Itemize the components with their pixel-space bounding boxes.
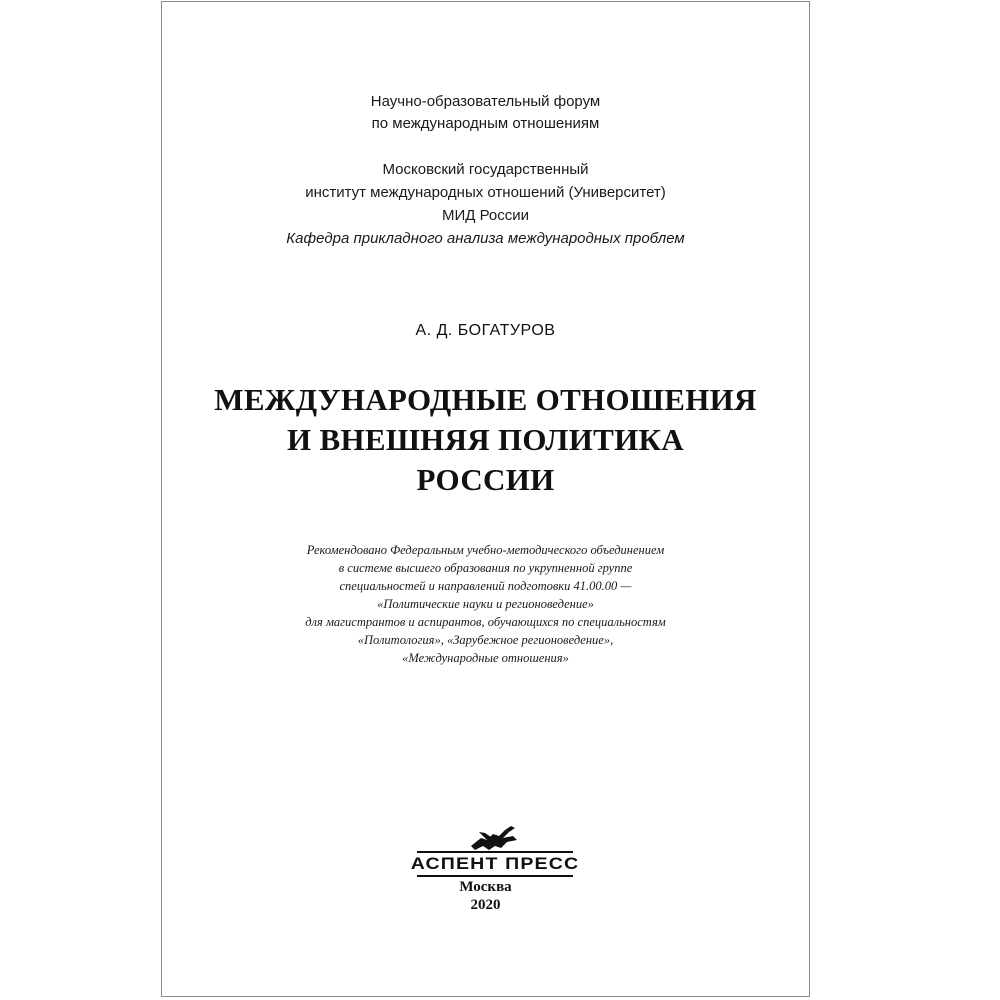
pegasus-icon [465,824,525,854]
institution-line-3: МИД России [441,207,530,224]
forum-name-line-1: Научно-образовательный форум [370,93,601,110]
publication-city: Москва [459,879,512,895]
department-name: Кафедра прикладного анализа международных проблем [286,230,685,247]
author-name: А. Д. БОГАТУРОВ [415,322,556,339]
logo-rule-top [417,851,573,853]
recommendation-line: «Международные отношения» [402,651,569,665]
forum-name-line-2: по международным отношениям [371,115,600,132]
publication-year: 2020 [470,897,501,913]
institution-line-1: Московский государственный [382,161,589,178]
publisher-logo-text: АСПЕНТ ПРЕСС [410,854,580,873]
institution-line-2: институт международных отношений (Университет) [305,184,666,201]
recommendation-line: для магистрантов и аспирантов, обучающихся по специальностям [305,615,666,629]
recommendation-line: «Политические науки и регионоведение» [377,597,594,611]
publisher-logo [409,824,581,880]
book-title-page [161,1,810,997]
book-title-line-1: МЕЖДУНАРОДНЫЕ ОТНОШЕНИЯ [214,382,757,417]
book-title-line-3: РОССИИ [416,462,555,497]
recommendation-line: Рекомендовано Федеральным учебно-методического объединением [306,543,665,557]
recommendation-line: в системе высшего образования по укрупненной группе [338,561,633,575]
recommendation-line: специальностей и направлений подготовки 41.00.00 — [339,579,632,593]
recommendation-line: «Политология», «Зарубежное регионоведение», [357,633,614,647]
book-title-line-2: И ВНЕШНЯЯ ПОЛИТИКА [287,422,684,457]
logo-rule-bottom [417,875,573,877]
